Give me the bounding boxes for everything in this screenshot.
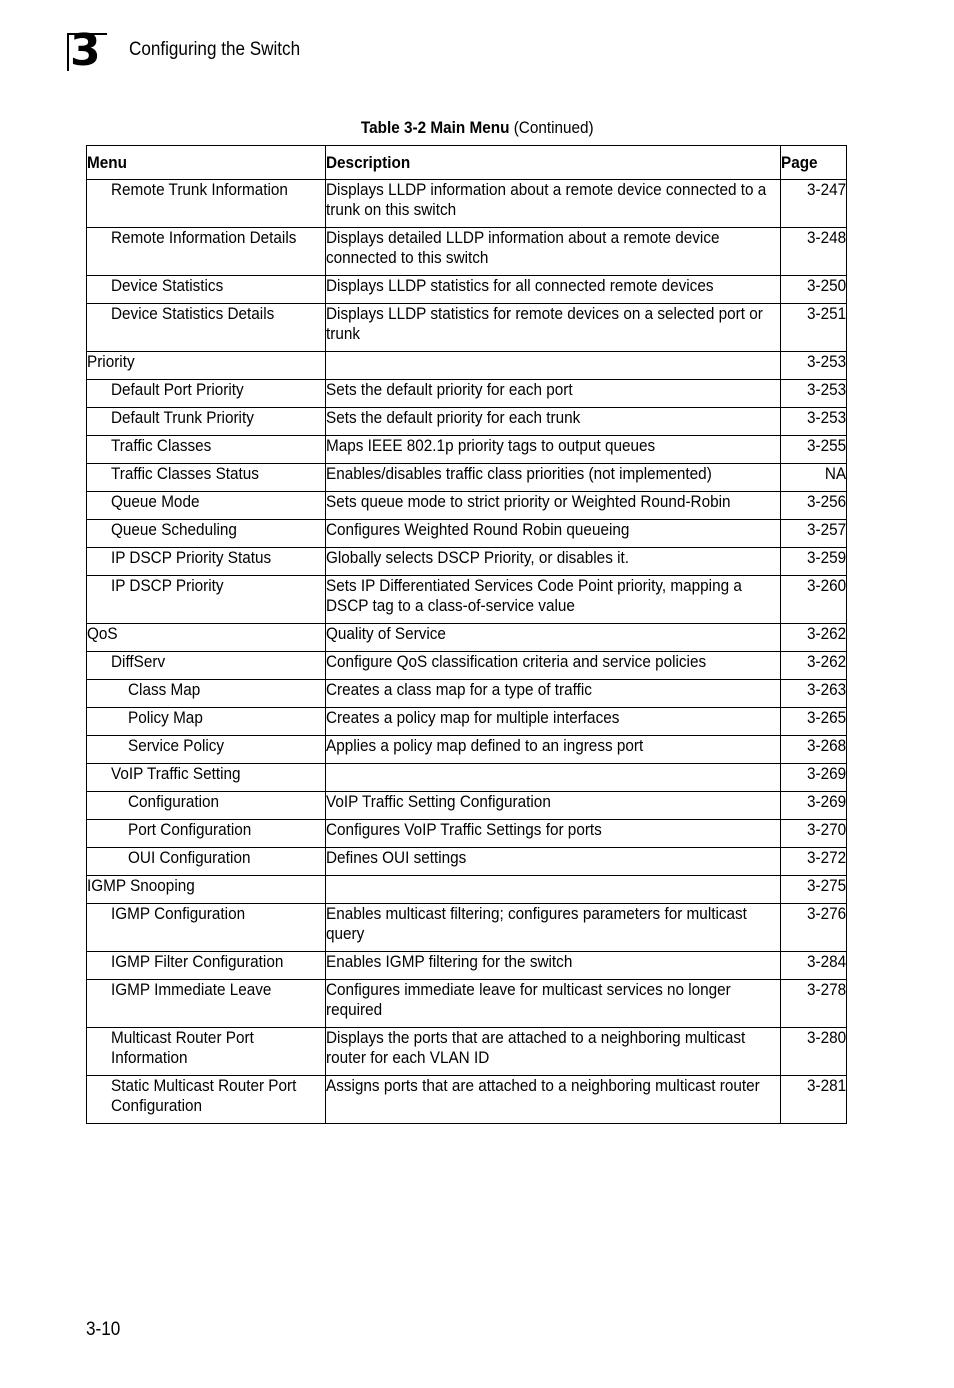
description-cell (326, 792, 781, 820)
page-cell (781, 624, 847, 652)
description-cell (326, 276, 781, 304)
menu-item-label: IP DSCP Priority (111, 576, 224, 595)
menu-item-label: Policy Map (128, 708, 203, 727)
page-cell (781, 180, 847, 228)
menu-cell (87, 736, 326, 764)
table-row (87, 228, 847, 276)
description-text: Enables IGMP filtering for the switch (326, 952, 573, 971)
description-text: Configures Weighted Round Robin queueing (326, 520, 630, 539)
menu-item-label: OUI Configuration (128, 848, 251, 867)
column-header-menu: Menu (87, 146, 326, 180)
table-row (87, 304, 847, 352)
menu-item-label: Class Map (128, 680, 201, 699)
menu-cell (87, 952, 326, 980)
page-reference: 3-269 (806, 792, 846, 811)
table-row (87, 520, 847, 548)
description-cell (326, 876, 781, 904)
page-reference: 3-280 (806, 1028, 846, 1047)
chapter-title: Configuring the Switch (129, 39, 301, 60)
page-cell (781, 904, 847, 952)
description-cell (326, 228, 781, 276)
table-row (87, 820, 847, 848)
menu-item-label: IGMP Snooping (87, 876, 195, 895)
page-reference: 3-260 (806, 576, 846, 595)
menu-cell (87, 548, 326, 576)
description-text: Applies a policy map defined to an ingress port (326, 736, 644, 755)
menu-cell (87, 680, 326, 708)
page-reference: 3-284 (806, 952, 846, 971)
description-cell (326, 408, 781, 436)
table-row (87, 624, 847, 652)
menu-item-label: Port Configuration (128, 820, 252, 839)
description-cell (326, 352, 781, 380)
menu-item-label: Static Multicast Router Port Configuration (111, 1076, 297, 1115)
page-cell (781, 980, 847, 1028)
description-cell (326, 180, 781, 228)
page-reference: 3-259 (806, 548, 846, 567)
table-row (87, 380, 847, 408)
page-reference: 3-272 (806, 848, 846, 867)
page-reference: 3-247 (806, 180, 846, 199)
page-cell (781, 352, 847, 380)
page-cell (781, 464, 847, 492)
description-cell (326, 980, 781, 1028)
table-row (87, 352, 847, 380)
table-row (87, 548, 847, 576)
menu-cell (87, 1028, 326, 1076)
page-reference: 3-250 (806, 276, 846, 295)
menu-item-label: Default Port Priority (111, 380, 244, 399)
menu-item-label: Device Statistics Details (111, 304, 275, 323)
menu-item-label: Remote Information Details (111, 228, 297, 247)
page-cell (781, 652, 847, 680)
menu-item-label: IP DSCP Priority Status (111, 548, 272, 567)
page-reference: 3-268 (806, 736, 846, 755)
menu-item-label: Traffic Classes (111, 436, 212, 455)
page-reference: 3-281 (806, 1076, 846, 1095)
menu-item-label: Priority (87, 352, 135, 371)
description-text: Globally selects DSCP Priority, or disables it. (326, 548, 629, 567)
column-header-page: Page (781, 146, 847, 180)
page-cell (781, 736, 847, 764)
page-cell (781, 680, 847, 708)
description-cell (326, 952, 781, 980)
table-row (87, 952, 847, 980)
page-number: 3-10 (86, 1319, 121, 1340)
menu-item-label: Queue Scheduling (111, 520, 237, 539)
description-cell (326, 764, 781, 792)
main-menu-table (86, 145, 847, 1124)
table-caption (0, 117, 954, 139)
description-text: Displays LLDP statistics for remote devices on a selected port or trunk (326, 304, 763, 343)
page-cell (781, 1028, 847, 1076)
menu-cell (87, 820, 326, 848)
table-row (87, 876, 847, 904)
page-cell (781, 792, 847, 820)
menu-cell (87, 848, 326, 876)
page-cell (781, 436, 847, 464)
menu-cell (87, 652, 326, 680)
menu-cell (87, 436, 326, 464)
page-reference: 3-255 (806, 436, 846, 455)
page-reference: 3-265 (806, 708, 846, 727)
menu-item-label: IGMP Immediate Leave (111, 980, 272, 999)
description-text: Enables multicast filtering; configures parameters for multicast query (326, 904, 747, 943)
description-cell (326, 680, 781, 708)
page-cell (781, 548, 847, 576)
table-row (87, 980, 847, 1028)
page-reference: 3-257 (806, 520, 846, 539)
menu-cell (87, 876, 326, 904)
table-body (87, 180, 847, 1124)
menu-cell (87, 792, 326, 820)
menu-cell (87, 276, 326, 304)
menu-item-label: Configuration (128, 792, 220, 811)
page-reference: 3-253 (806, 380, 846, 399)
menu-item-label: Default Trunk Priority (111, 408, 254, 427)
page-cell (781, 708, 847, 736)
column-header-description: Description (326, 146, 781, 180)
description-text: Creates a class map for a type of traffic (326, 680, 592, 699)
description-text: Enables/disables traffic class priorities (not implemented) (326, 464, 712, 483)
page-reference: 3-256 (806, 492, 846, 511)
menu-cell (87, 180, 326, 228)
table-row (87, 904, 847, 952)
table-row (87, 792, 847, 820)
description-cell (326, 464, 781, 492)
menu-item-label: Service Policy (128, 736, 225, 755)
description-cell (326, 1076, 781, 1124)
table-row (87, 848, 847, 876)
page-reference: 3-251 (806, 304, 846, 323)
description-text: VoIP Traffic Setting Configuration (326, 792, 551, 811)
page-reference: 3-276 (806, 904, 846, 923)
menu-item-label: DiffServ (111, 652, 166, 671)
description-cell (326, 492, 781, 520)
description-cell (326, 436, 781, 464)
description-cell (326, 652, 781, 680)
table-row (87, 180, 847, 228)
table-row (87, 1028, 847, 1076)
page-reference: 3-278 (806, 980, 846, 999)
page-reference: 3-270 (806, 820, 846, 839)
page-cell (781, 1076, 847, 1124)
page-cell (781, 228, 847, 276)
description-text: Sets the default priority for each trunk (326, 408, 581, 427)
menu-cell (87, 492, 326, 520)
description-cell (326, 576, 781, 624)
page-cell (781, 848, 847, 876)
table-row (87, 576, 847, 624)
menu-cell (87, 464, 326, 492)
description-cell (326, 820, 781, 848)
page-reference: 3-253 (806, 352, 846, 371)
description-text: Configures VoIP Traffic Settings for ports (326, 820, 602, 839)
table-header-row (87, 146, 847, 180)
menu-item-label: QoS (87, 624, 118, 643)
page-cell (781, 276, 847, 304)
description-text: Displays LLDP information about a remote device connected to a trunk on this switch (326, 180, 767, 219)
description-text: Displays LLDP statistics for all connected remote devices (326, 276, 714, 295)
menu-cell (87, 708, 326, 736)
table-row (87, 276, 847, 304)
menu-cell (87, 904, 326, 952)
description-text: Defines OUI settings (326, 848, 467, 867)
menu-cell (87, 1076, 326, 1124)
page-cell (781, 380, 847, 408)
table-row (87, 464, 847, 492)
menu-cell (87, 980, 326, 1028)
page-cell (781, 576, 847, 624)
table-row (87, 736, 847, 764)
description-text: Displays the ports that are attached to a neighboring multicast router for each VLAN ID (326, 1028, 746, 1067)
description-cell (326, 1028, 781, 1076)
description-cell (326, 380, 781, 408)
menu-cell (87, 228, 326, 276)
page-cell (781, 304, 847, 352)
chapter-number: 3 (70, 25, 100, 76)
table-caption-suffix: (Continued) (513, 118, 594, 137)
page-cell (781, 876, 847, 904)
description-cell (326, 904, 781, 952)
description-text: Displays detailed LLDP information about a remote device connected to this switch (326, 228, 720, 267)
menu-item-label: Multicast Router Port Information (111, 1028, 254, 1067)
description-text: Sets IP Differentiated Services Code Point priority, mapping a DSCP tag to a class-of-service value (326, 576, 742, 615)
menu-item-label: Traffic Classes Status (111, 464, 259, 483)
chapter-number-badge (67, 25, 109, 76)
table-row (87, 652, 847, 680)
description-cell (326, 736, 781, 764)
menu-item-label: IGMP Filter Configuration (111, 952, 284, 971)
page-cell (781, 952, 847, 980)
page-reference: 3-248 (806, 228, 846, 247)
page-reference: 3-275 (806, 876, 846, 895)
menu-item-label: VoIP Traffic Setting (111, 764, 241, 783)
menu-cell (87, 352, 326, 380)
description-text: Sets queue mode to strict priority or Weighted Round-Robin (326, 492, 731, 511)
menu-cell (87, 624, 326, 652)
menu-item-label: Device Statistics (111, 276, 224, 295)
description-text: Configure QoS classification criteria and service policies (326, 652, 707, 671)
menu-cell (87, 304, 326, 352)
description-cell (326, 520, 781, 548)
menu-cell (87, 520, 326, 548)
description-cell (326, 304, 781, 352)
description-text: Assigns ports that are attached to a neighboring multicast router (326, 1076, 760, 1095)
table-row (87, 680, 847, 708)
table-caption-label: Table 3-2 Main Menu (360, 118, 510, 137)
table-row (87, 492, 847, 520)
description-text: Maps IEEE 802.1p priority tags to output queues (326, 436, 656, 455)
table-row (87, 1076, 847, 1124)
page-cell (781, 408, 847, 436)
description-text: Creates a policy map for multiple interfaces (326, 708, 620, 727)
menu-cell (87, 576, 326, 624)
page-cell (781, 520, 847, 548)
description-text: Sets the default priority for each port (326, 380, 573, 399)
menu-cell (87, 764, 326, 792)
description-cell (326, 624, 781, 652)
description-text: Configures immediate leave for multicast services no longer required (326, 980, 731, 1019)
description-text: Quality of Service (326, 624, 446, 643)
menu-item-label: Queue Mode (111, 492, 200, 511)
table-row (87, 764, 847, 792)
page-cell (781, 764, 847, 792)
menu-item-label: IGMP Configuration (111, 904, 246, 923)
page-reference: 3-269 (806, 764, 846, 783)
table-row (87, 436, 847, 464)
description-cell (326, 848, 781, 876)
table-row (87, 708, 847, 736)
page-reference: 3-253 (806, 408, 846, 427)
page-reference: 3-262 (806, 652, 846, 671)
menu-cell (87, 380, 326, 408)
table-row (87, 408, 847, 436)
page-reference: 3-263 (806, 680, 846, 699)
page-reference: 3-262 (806, 624, 846, 643)
page-cell (781, 820, 847, 848)
description-cell (326, 708, 781, 736)
page-cell (781, 492, 847, 520)
description-cell (326, 548, 781, 576)
menu-item-label: Remote Trunk Information (111, 180, 288, 199)
page-reference: NA (824, 464, 846, 483)
menu-cell (87, 408, 326, 436)
